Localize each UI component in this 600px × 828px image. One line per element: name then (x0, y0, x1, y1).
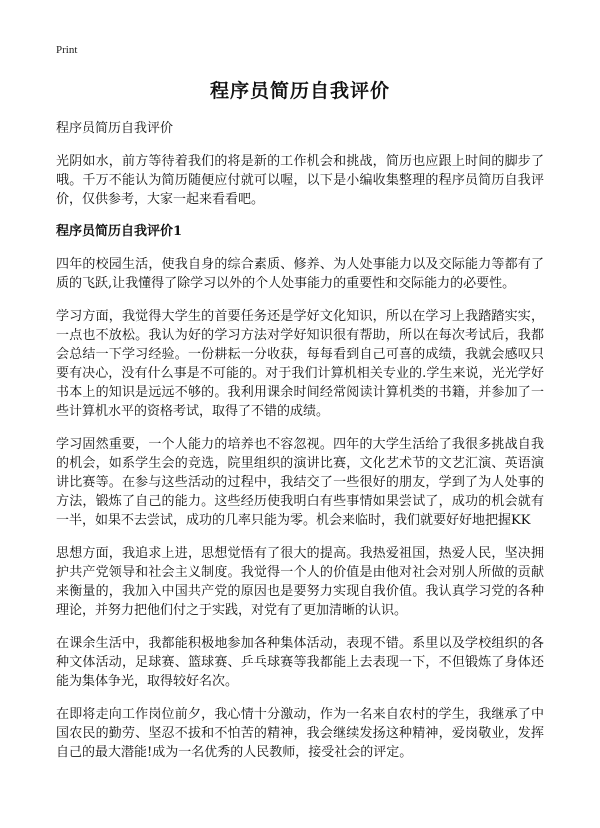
document-body (56, 120, 544, 776)
body-paragraph: 思想方面，我追求上进，思想觉悟有了很大的提高。我热爱祖国，热爱人民，坚决拥护共产党领导和社会主义制度。我觉得一个人的价值是由他对社会对别人所做的贡献来衡量的，我加入中国共产党的原因也是要努力实现自我价值。我认真学习党的各种理论，并努力把他们付之于实践，对党有了更加清晰的认识。 (56, 546, 544, 618)
section-heading: 程序员简历自我评价1 (56, 224, 183, 239)
body-paragraph: 四年的校园生活，使我自身的综合素质、修养、为人处事能力以及交际能力等都有了质的飞跃,让我懂得了除学习以外的个人处事能力的重要性和交际能力的必要性。 (56, 257, 544, 291)
page-title: 程序员简历自我评价 (209, 80, 390, 102)
intro-paragraph: 光阴如水，前方等待着我们的将是新的工作机会和挑战，简历也应跟上时间的脚步了哦。千万不能认为简历随便应付就可以喔，以下是小编收集整理的程序员简历自我评价，仅供参考，大家一起来看看吧。 (56, 154, 544, 207)
body-paragraph: 在课余生活中，我都能积极地参加各种集体活动，表现不错。系里以及学校组织的各种文体活动，足球赛、篮球赛、乒乓球赛等我都能上去表现一下，不但锻炼了身体还能为集体争光，取得较好名次。 (56, 636, 544, 689)
print-label: Print (56, 44, 78, 56)
body-paragraph: 在即将走向工作岗位前夕，我心情十分激动，作为一名来自农村的学生，我继承了中国农民的勤劳、坚忍不拔和不怕苦的精神，我会继续发扬这种精神，爱岗敬业，发挥自己的最大潜能!成为一名优秀的人民教师，接受社会的评定。 (56, 707, 544, 760)
body-paragraph: 学习固然重要，一个人能力的培养也不容忽视。四年的大学生活给了我很多挑战自我的机会，如系学生会的竞选，院里组织的演讲比赛，文化艺术节的文艺汇演、英语演讲比赛等。在参与这些活动的过程中，我结交了一些很好的朋友，学到了为人处事的方法，锻炼了自己的能力。这些经历使我明白有些事情如果尝试了，成功的机会就有一半，如果不去尝试，成功的几率只能为零。机会来临时，我们就要好好地把握KK (56, 437, 544, 528)
document-subtitle: 程序员简历自我评价 (56, 121, 174, 136)
body-paragraph: 学习方面，我觉得大学生的首要任务还是学好文化知识，所以在学习上我踏踏实实，一点也不放松。我认为好的学习方法对学好知识很有帮助，所以在每次考试后，我都会总结一下学习经验。一份耕耘一分收获，每每看到自己可喜的成绩，我就会感叹只要有决心，没有什么事是不可能的。对于我们计算机相关专业的.学生来说，光光学好书本上的知识是远远不够的。我利用课余时间经常阅读计算机类的书籍，并参加了一些计算机水平的资格考试，取得了不错的成绩。 (56, 309, 544, 419)
